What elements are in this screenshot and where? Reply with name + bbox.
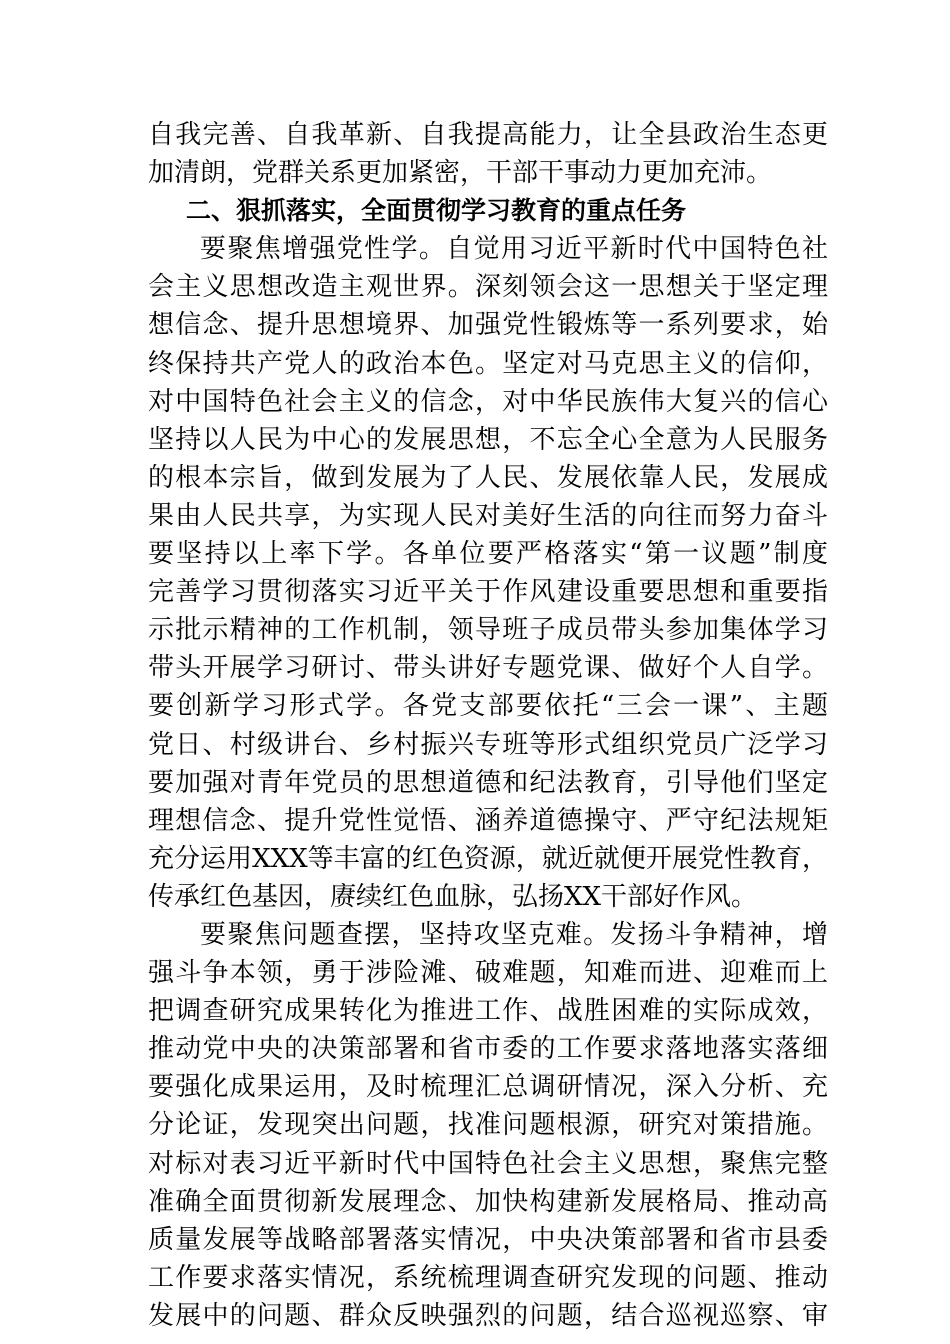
text-line: 充分运用XXX等丰富的红色资源，就近就便开展党性教育， xyxy=(148,843,828,874)
text-line: 推动党中央的决策部署和省市委的工作要求落地落实落细 xyxy=(148,1034,828,1065)
text-line: 坚持以人民为中心的发展思想，不忘全心全意为人民服务 xyxy=(148,424,828,455)
text-line: 要强化成果运用，及时梳理汇总调研情况，深入分析、充 xyxy=(148,1072,828,1103)
section-heading: 二、狠抓落实，全面贯彻学习教育的重点任务 xyxy=(186,196,687,226)
text-line: 党日、村级讲台、乡村振兴专班等形式组织党员广泛学习 xyxy=(148,729,828,760)
text-line: 的根本宗旨，做到发展为了人民、发展依靠人民，发展成 xyxy=(148,462,828,493)
document-body xyxy=(148,116,828,1335)
text-line: 质量发展等战略部署落实情况，中央决策部署和省市县委 xyxy=(148,1224,828,1255)
text-line: 准确全面贯彻新发展理念、加快构建新发展格局、推动高 xyxy=(148,1186,828,1217)
text-line: 工作要求落实情况，系统梳理调查研究发现的问题、推动 xyxy=(148,1262,828,1293)
text-line: 自我完善、自我革新、自我提高能力，让全县政治生态更 xyxy=(148,120,828,150)
text-line: 完善学习贯彻落实习近平关于作风建设重要思想和重要指 xyxy=(148,577,828,608)
text-line: 果由人民共享，为实现人民对美好生活的向往而努力奋斗 xyxy=(148,500,828,531)
text-line: 加清朗，党群关系更加紧密，干部干事动力更加充沛。 xyxy=(148,158,773,189)
text-line: 发展中的问题、群众反映强烈的问题，结合巡视巡察、审 xyxy=(148,1300,828,1331)
text-line: 强斗争本领，勇于涉险滩、破难题，知难而进、迎难而上 xyxy=(148,958,828,989)
text-line: 对标对表习近平新时代中国特色社会主义思想，聚焦完整 xyxy=(148,1148,828,1179)
text-line: 传承红色基因，赓续红色血脉，弘扬XX干部好作风。 xyxy=(148,881,758,912)
text-line: 理想信念、提升党性觉悟、涵养道德操守、严守纪法规矩 xyxy=(148,805,828,836)
text-line: 示批示精神的工作机制，领导班子成员带头参加集体学习 xyxy=(148,615,828,646)
text-line: 对中国特色社会主义的信念，对中华民族伟大复兴的信心 xyxy=(148,386,828,417)
text-line: 要加强对青年党员的思想道德和纪法教育，引导他们坚定 xyxy=(148,767,828,798)
text-line: 会主义思想改造主观世界。深刻领会这一思想关于坚定理 xyxy=(148,272,828,303)
text-line: 把调查研究成果转化为推进工作、战胜困难的实际成效， xyxy=(148,996,828,1027)
text-line: 要坚持以上率下学。各单位要严格落实“第一议题”制度 xyxy=(148,539,828,570)
text-line: 要聚焦增强党性学。自觉用习近平新时代中国特色社 xyxy=(200,234,828,265)
text-line: 想信念、提升思想境界、加强党性锻炼等一系列要求，始 xyxy=(148,310,828,341)
text-line: 分论证，发现突出问题，找准问题根源，研究对策措施。 xyxy=(148,1110,828,1141)
text-line: 终保持共产党人的政治本色。坚定对马克思主义的信仰， xyxy=(148,348,828,379)
text-line: 要创新学习形式学。各党支部要依托“三会一课”、主题 xyxy=(148,691,828,722)
text-line: 要聚焦问题查摆，坚持攻坚克难。发扬斗争精神，增 xyxy=(200,919,828,950)
text-line: 带头开展学习研讨、带头讲好专题党课、做好个人自学。 xyxy=(148,653,828,684)
